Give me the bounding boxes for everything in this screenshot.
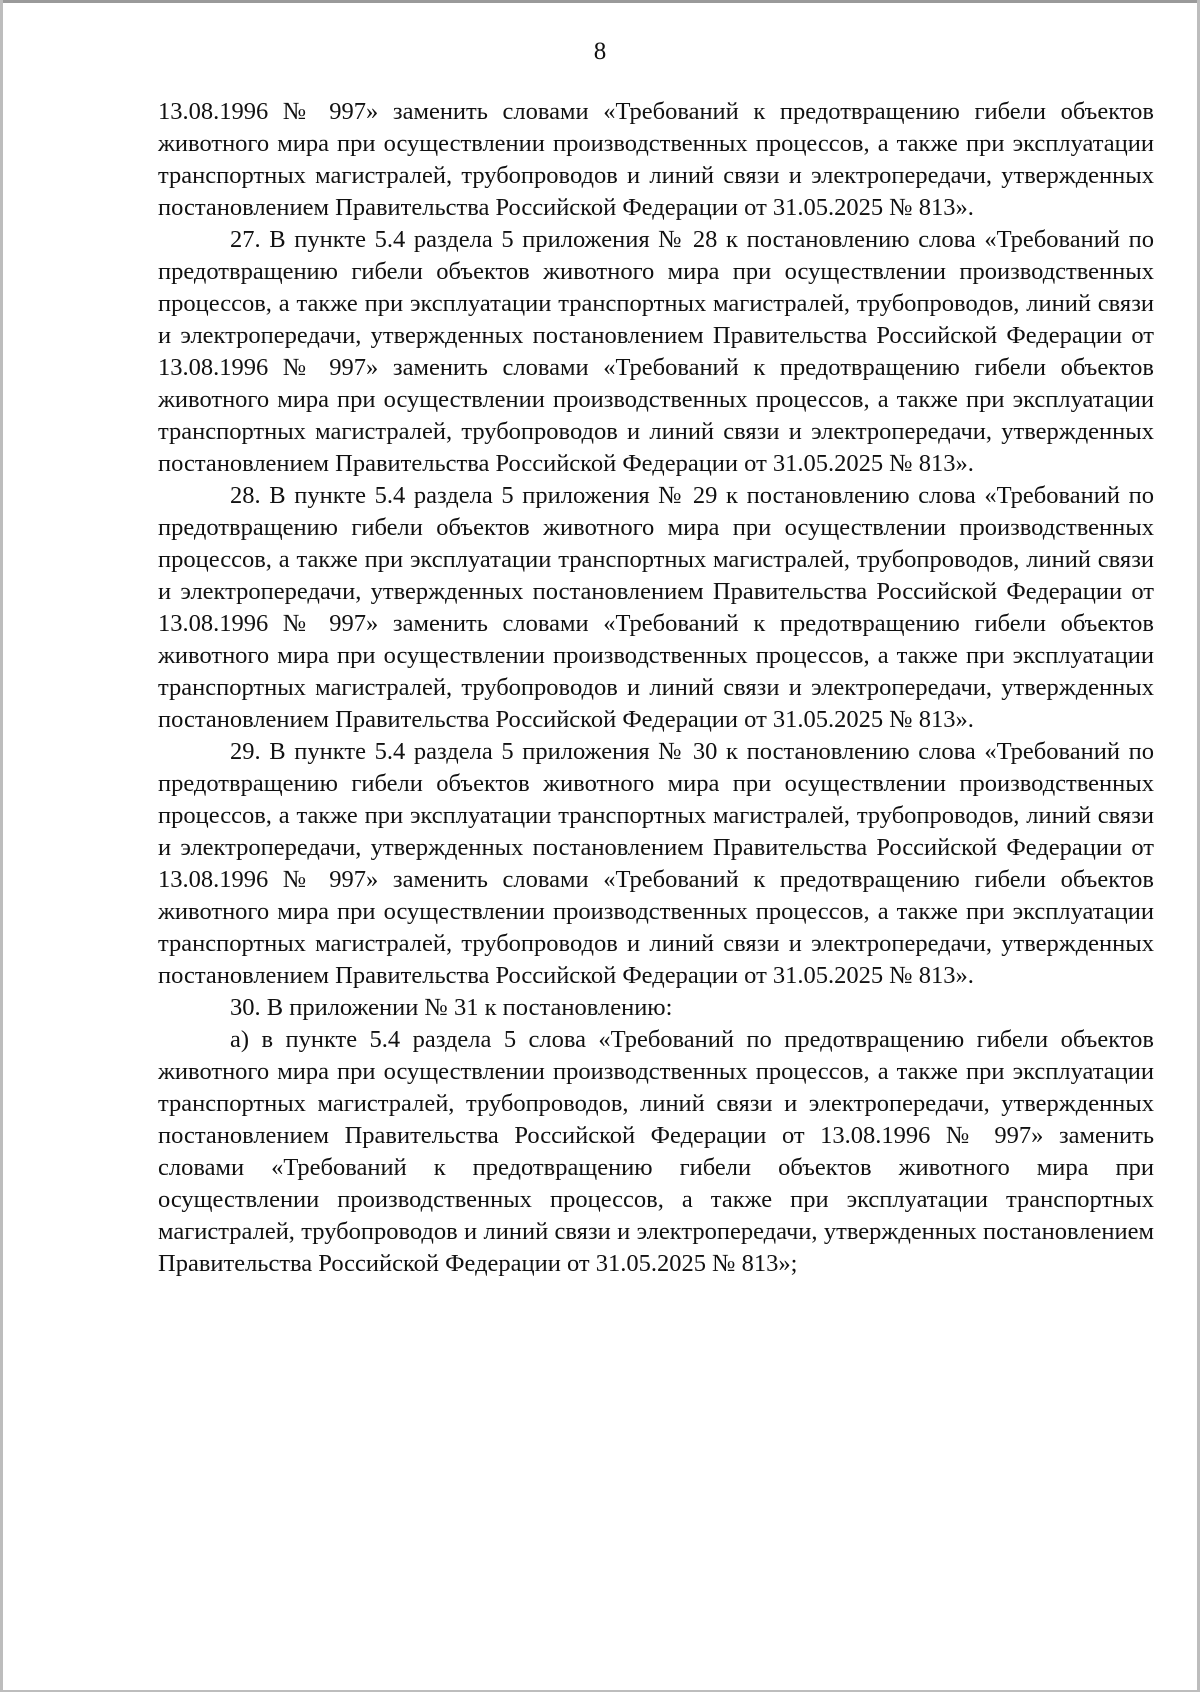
paragraph-item-28: 28. В пункте 5.4 раздела 5 приложения № 29 к постановлению слова «Требований по предотвращению гибели объектов животного мира при осуществлении производственных процессов, а также при эксплуатации транспортных магистралей, трубопроводов, линий связи и электропередачи, утвержденных постановлением Правительства Российской Федерации от 13.08.1996 № 997» заменить словами «Требований к предотвращению гибели объектов животного мира при осуществлении производственных процессов, а также при эксплуатации транспортных магистралей, трубопроводов и линий связи и электропередачи, утвержденных постановлением Правительства Российской Федерации от 31.05.2025 № 813». <box>158 482 1154 733</box>
paragraph-item-30-a: а) в пункте 5.4 раздела 5 слова «Требований по предотвращению гибели объектов животного мира при осуществлении производственных процессов, а также при эксплуатации транспортных магистралей, трубопроводов, линий связи и электропередачи, утвержденных постановлением Правительства Российской Федерации от 13.08.1996 № 997» заменить словами «Требований к предотвращению гибели объектов животного мира при осуществлении производственных процессов, а также при эксплуатации транспортных магистралей, трубопроводов и линий связи и электропередачи, утвержденных постановлением Правительства Российской Федерации от 31.05.2025 № 813»; <box>158 1026 1154 1277</box>
paragraph-item-27: 27. В пункте 5.4 раздела 5 приложения № 28 к постановлению слова «Требований по предотвращению гибели объектов животного мира при осуществлении производственных процессов, а также при эксплуатации транспортных магистралей, трубопроводов, линий связи и электропередачи, утвержденных постановлением Правительства Российской Федерации от 13.08.1996 № 997» заменить словами «Требований к предотвращению гибели объектов животного мира при осуществлении производственных процессов, а также при эксплуатации транспортных магистралей, трубопроводов и линий связи и электропередачи, утвержденных постановлением Правительства Российской Федерации от 31.05.2025 № 813». <box>158 226 1154 477</box>
scan-edge-left <box>0 0 3 1692</box>
paragraph-continuation: 13.08.1996 № 997» заменить словами «Требований к предотвращению гибели объектов животного мира при осуществлении производственных процессов, а также при эксплуатации транспортных магистралей, трубопроводов и линий связи и электропередачи, утвержденных постановлением Правительства Российской Федерации от 31.05.2025 № 813». <box>158 98 1154 221</box>
scan-edge-top <box>0 0 1200 3</box>
paragraph-item-30: 30. В приложении № 31 к постановлению: <box>230 994 673 1021</box>
page-number: 8 <box>593 38 607 65</box>
paragraph-item-29: 29. В пункте 5.4 раздела 5 приложения № 30 к постановлению слова «Требований по предотвращению гибели объектов животного мира при осуществлении производственных процессов, а также при эксплуатации транспортных магистралей, трубопроводов, линий связи и электропередачи, утвержденных постановлением Правительства Российской Федерации от 13.08.1996 № 997» заменить словами «Требований к предотвращению гибели объектов животного мира при осуществлении производственных процессов, а также при эксплуатации транспортных магистралей, трубопроводов и линий связи и электропередачи, утвержденных постановлением Правительства Российской Федерации от 31.05.2025 № 813». <box>158 738 1154 989</box>
document-body <box>158 96 1154 1280</box>
